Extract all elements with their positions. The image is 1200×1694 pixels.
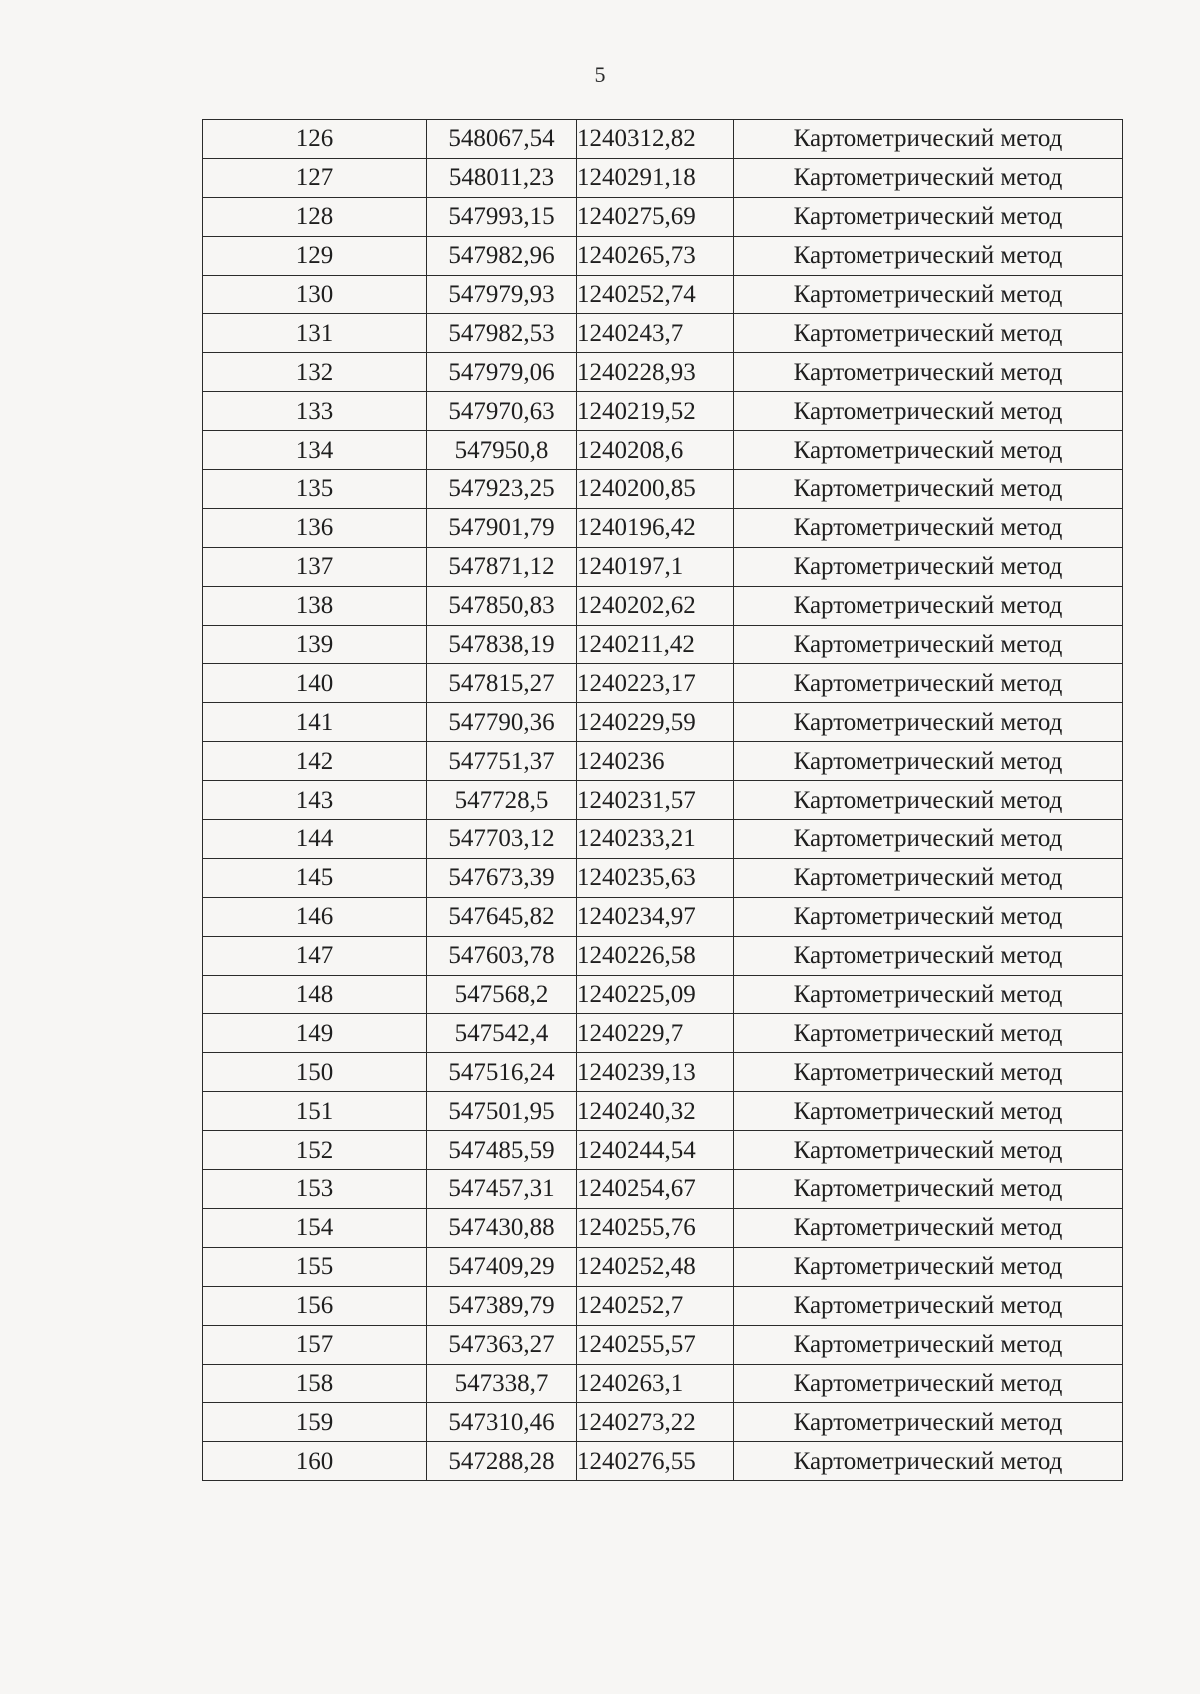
point-number-cell: 146 [203, 897, 427, 936]
table-row [203, 897, 1123, 936]
method-cell: Картометрический метод [734, 703, 1123, 742]
y-coordinate-cell: 1240291,18 [577, 158, 734, 197]
x-coordinate-cell: 547993,15 [427, 197, 577, 236]
table-row [203, 470, 1123, 509]
table-row [203, 1403, 1123, 1442]
point-number-cell: 142 [203, 742, 427, 781]
method-cell: Картометрический метод [734, 897, 1123, 936]
x-coordinate-cell: 547815,27 [427, 664, 577, 703]
y-coordinate-cell: 1240254,67 [577, 1170, 734, 1209]
method-cell: Картометрический метод [734, 742, 1123, 781]
y-coordinate-cell: 1240235,63 [577, 858, 734, 897]
y-coordinate-cell: 1240252,7 [577, 1286, 734, 1325]
x-coordinate-cell: 547516,24 [427, 1053, 577, 1092]
point-number-cell: 140 [203, 664, 427, 703]
x-coordinate-cell: 547751,37 [427, 742, 577, 781]
y-coordinate-cell: 1240196,42 [577, 508, 734, 547]
point-number-cell: 133 [203, 392, 427, 431]
point-number-cell: 137 [203, 547, 427, 586]
x-coordinate-cell: 547603,78 [427, 936, 577, 975]
y-coordinate-cell: 1240197,1 [577, 547, 734, 586]
method-cell: Картометрический метод [734, 197, 1123, 236]
table-row [203, 1442, 1123, 1481]
point-number-cell: 144 [203, 820, 427, 859]
method-cell: Картометрический метод [734, 781, 1123, 820]
x-coordinate-cell: 547389,79 [427, 1286, 577, 1325]
x-coordinate-cell: 547310,46 [427, 1403, 577, 1442]
x-coordinate-cell: 547430,88 [427, 1208, 577, 1247]
x-coordinate-cell: 547457,31 [427, 1170, 577, 1209]
x-coordinate-cell: 547703,12 [427, 820, 577, 859]
table-row [203, 1131, 1123, 1170]
table-row [203, 1208, 1123, 1247]
table-row [203, 120, 1123, 159]
point-number-cell: 134 [203, 431, 427, 470]
method-cell: Картометрический метод [734, 508, 1123, 547]
method-cell: Картометрический метод [734, 236, 1123, 275]
x-coordinate-cell: 547850,83 [427, 586, 577, 625]
table-row [203, 975, 1123, 1014]
x-coordinate-cell: 547645,82 [427, 897, 577, 936]
x-coordinate-cell: 547982,53 [427, 314, 577, 353]
y-coordinate-cell: 1240255,57 [577, 1325, 734, 1364]
method-cell: Картометрический метод [734, 431, 1123, 470]
point-number-cell: 159 [203, 1403, 427, 1442]
x-coordinate-cell: 547501,95 [427, 1092, 577, 1131]
method-cell: Картометрический метод [734, 470, 1123, 509]
table-row [203, 197, 1123, 236]
x-coordinate-cell: 547485,59 [427, 1131, 577, 1170]
method-cell: Картометрический метод [734, 120, 1123, 159]
method-cell: Картометрический метод [734, 1014, 1123, 1053]
y-coordinate-cell: 1240229,59 [577, 703, 734, 742]
x-coordinate-cell: 547950,8 [427, 431, 577, 470]
point-number-cell: 150 [203, 1053, 427, 1092]
table-row [203, 586, 1123, 625]
method-cell: Картометрический метод [734, 1364, 1123, 1403]
table-row [203, 781, 1123, 820]
x-coordinate-cell: 547979,93 [427, 275, 577, 314]
table-row [203, 353, 1123, 392]
table-row [203, 625, 1123, 664]
x-coordinate-cell: 547288,28 [427, 1442, 577, 1481]
point-number-cell: 143 [203, 781, 427, 820]
point-number-cell: 158 [203, 1364, 427, 1403]
table-row [203, 547, 1123, 586]
method-cell: Картометрический метод [734, 1286, 1123, 1325]
table-row [203, 1092, 1123, 1131]
x-coordinate-cell: 547568,2 [427, 975, 577, 1014]
point-number-cell: 157 [203, 1325, 427, 1364]
y-coordinate-cell: 1240243,7 [577, 314, 734, 353]
table-row [203, 742, 1123, 781]
point-number-cell: 148 [203, 975, 427, 1014]
x-coordinate-cell: 547871,12 [427, 547, 577, 586]
method-cell: Картометрический метод [734, 392, 1123, 431]
method-cell: Картометрический метод [734, 858, 1123, 897]
method-cell: Картометрический метод [734, 586, 1123, 625]
x-coordinate-cell: 547542,4 [427, 1014, 577, 1053]
table-row [203, 314, 1123, 353]
method-cell: Картометрический метод [734, 314, 1123, 353]
y-coordinate-cell: 1240231,57 [577, 781, 734, 820]
x-coordinate-cell: 547338,7 [427, 1364, 577, 1403]
table-row [203, 664, 1123, 703]
point-number-cell: 129 [203, 236, 427, 275]
table-row [203, 1325, 1123, 1364]
point-number-cell: 153 [203, 1170, 427, 1209]
y-coordinate-cell: 1240239,13 [577, 1053, 734, 1092]
method-cell: Картометрический метод [734, 158, 1123, 197]
method-cell: Картометрический метод [734, 1208, 1123, 1247]
table-row [203, 392, 1123, 431]
point-number-cell: 138 [203, 586, 427, 625]
point-number-cell: 126 [203, 120, 427, 159]
method-cell: Картометрический метод [734, 1053, 1123, 1092]
table-row [203, 1364, 1123, 1403]
y-coordinate-cell: 1240276,55 [577, 1442, 734, 1481]
y-coordinate-cell: 1240252,48 [577, 1247, 734, 1286]
table-row [203, 1247, 1123, 1286]
point-number-cell: 128 [203, 197, 427, 236]
y-coordinate-cell: 1240236 [577, 742, 734, 781]
y-coordinate-cell: 1240208,6 [577, 431, 734, 470]
table-row [203, 1170, 1123, 1209]
x-coordinate-cell: 547363,27 [427, 1325, 577, 1364]
point-number-cell: 135 [203, 470, 427, 509]
method-cell: Картометрический метод [734, 1092, 1123, 1131]
y-coordinate-cell: 1240312,82 [577, 120, 734, 159]
y-coordinate-cell: 1240265,73 [577, 236, 734, 275]
table-row [203, 508, 1123, 547]
point-number-cell: 147 [203, 936, 427, 975]
y-coordinate-cell: 1240275,69 [577, 197, 734, 236]
table-row [203, 820, 1123, 859]
method-cell: Картометрический метод [734, 664, 1123, 703]
table-row [203, 703, 1123, 742]
method-cell: Картометрический метод [734, 1403, 1123, 1442]
x-coordinate-cell: 547901,79 [427, 508, 577, 547]
point-number-cell: 130 [203, 275, 427, 314]
x-coordinate-cell: 547923,25 [427, 470, 577, 509]
table-row [203, 936, 1123, 975]
y-coordinate-cell: 1240219,52 [577, 392, 734, 431]
method-cell: Картометрический метод [734, 1131, 1123, 1170]
method-cell: Картометрический метод [734, 1325, 1123, 1364]
table-row [203, 158, 1123, 197]
point-number-cell: 160 [203, 1442, 427, 1481]
point-number-cell: 141 [203, 703, 427, 742]
table-row [203, 858, 1123, 897]
y-coordinate-cell: 1240273,22 [577, 1403, 734, 1442]
point-number-cell: 145 [203, 858, 427, 897]
method-cell: Картометрический метод [734, 353, 1123, 392]
y-coordinate-cell: 1240252,74 [577, 275, 734, 314]
y-coordinate-cell: 1240202,62 [577, 586, 734, 625]
point-number-cell: 152 [203, 1131, 427, 1170]
coordinates-table-body [203, 120, 1123, 1481]
y-coordinate-cell: 1240223,17 [577, 664, 734, 703]
y-coordinate-cell: 1240228,93 [577, 353, 734, 392]
method-cell: Картометрический метод [734, 820, 1123, 859]
y-coordinate-cell: 1240211,42 [577, 625, 734, 664]
y-coordinate-cell: 1240255,76 [577, 1208, 734, 1247]
point-number-cell: 151 [203, 1092, 427, 1131]
method-cell: Картометрический метод [734, 547, 1123, 586]
x-coordinate-cell: 547970,63 [427, 392, 577, 431]
x-coordinate-cell: 547790,36 [427, 703, 577, 742]
method-cell: Картометрический метод [734, 625, 1123, 664]
x-coordinate-cell: 548067,54 [427, 120, 577, 159]
x-coordinate-cell: 547673,39 [427, 858, 577, 897]
point-number-cell: 139 [203, 625, 427, 664]
x-coordinate-cell: 547728,5 [427, 781, 577, 820]
point-number-cell: 132 [203, 353, 427, 392]
point-number-cell: 156 [203, 1286, 427, 1325]
x-coordinate-cell: 548011,23 [427, 158, 577, 197]
y-coordinate-cell: 1240234,97 [577, 897, 734, 936]
point-number-cell: 155 [203, 1247, 427, 1286]
method-cell: Картометрический метод [734, 1442, 1123, 1481]
method-cell: Картометрический метод [734, 1247, 1123, 1286]
method-cell: Картометрический метод [734, 1170, 1123, 1209]
table-row [203, 1053, 1123, 1092]
x-coordinate-cell: 547982,96 [427, 236, 577, 275]
y-coordinate-cell: 1240200,85 [577, 470, 734, 509]
y-coordinate-cell: 1240226,58 [577, 936, 734, 975]
table-row [203, 1014, 1123, 1053]
x-coordinate-cell: 547979,06 [427, 353, 577, 392]
method-cell: Картометрический метод [734, 975, 1123, 1014]
point-number-cell: 131 [203, 314, 427, 353]
y-coordinate-cell: 1240233,21 [577, 820, 734, 859]
y-coordinate-cell: 1240225,09 [577, 975, 734, 1014]
x-coordinate-cell: 547838,19 [427, 625, 577, 664]
y-coordinate-cell: 1240240,32 [577, 1092, 734, 1131]
page-number: 5 [594, 62, 606, 87]
method-cell: Картометрический метод [734, 936, 1123, 975]
y-coordinate-cell: 1240229,7 [577, 1014, 734, 1053]
y-coordinate-cell: 1240263,1 [577, 1364, 734, 1403]
table-row [203, 236, 1123, 275]
method-cell: Картометрический метод [734, 275, 1123, 314]
point-number-cell: 149 [203, 1014, 427, 1053]
table-row [203, 1286, 1123, 1325]
table-row [203, 275, 1123, 314]
point-number-cell: 127 [203, 158, 427, 197]
coordinates-table [202, 119, 1123, 1481]
point-number-cell: 136 [203, 508, 427, 547]
x-coordinate-cell: 547409,29 [427, 1247, 577, 1286]
table-row [203, 431, 1123, 470]
y-coordinate-cell: 1240244,54 [577, 1131, 734, 1170]
point-number-cell: 154 [203, 1208, 427, 1247]
